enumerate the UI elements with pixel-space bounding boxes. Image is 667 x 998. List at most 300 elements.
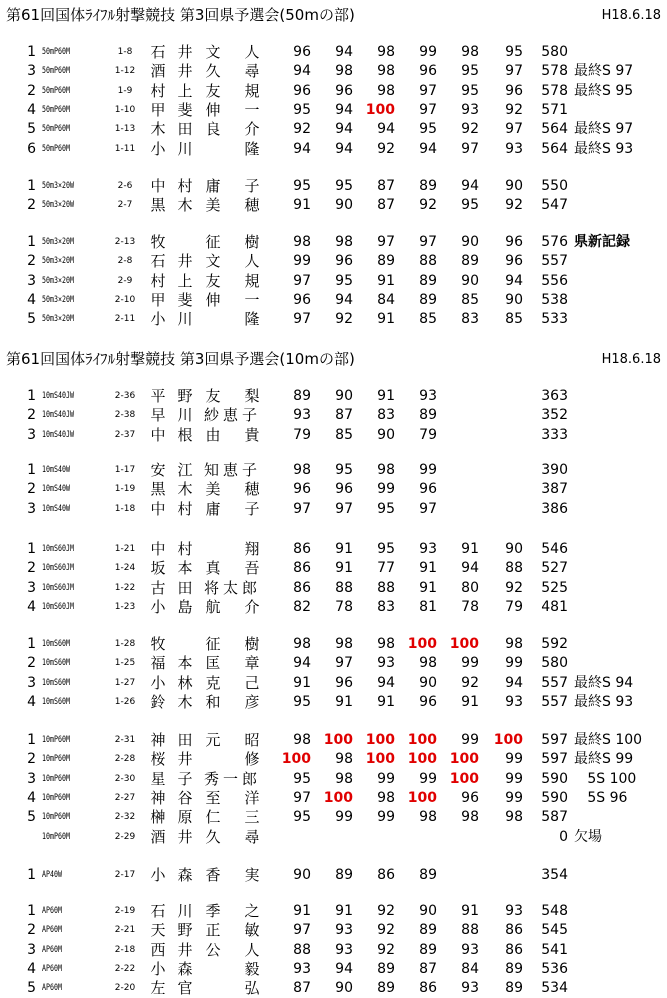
event-class: 10mP60M <box>42 792 70 803</box>
name-char: 子 <box>244 499 260 518</box>
series-score: 99 <box>377 481 395 498</box>
name-char: 匡 <box>205 654 221 673</box>
series-score: 86 <box>419 980 437 997</box>
event-class: 10mS60JM <box>42 582 74 593</box>
series-score: 80 <box>461 579 479 596</box>
bib-number: 1-25 <box>114 658 136 669</box>
series-score: 89 <box>505 960 523 977</box>
event-class: 50mP60M <box>42 143 70 154</box>
series-score: 88 <box>505 560 523 577</box>
name-char: 林 <box>177 673 193 692</box>
name-char: 友 <box>205 271 221 290</box>
series-score: 99 <box>377 770 395 787</box>
result-row <box>0 291 667 310</box>
series-score: 92 <box>505 579 523 596</box>
series-score: 94 <box>335 140 353 157</box>
name-char: 小 <box>150 597 166 616</box>
series-score: 94 <box>293 655 311 672</box>
rank: 1 <box>27 178 36 194</box>
bib-number: 1-19 <box>114 484 136 495</box>
result-row <box>0 921 667 940</box>
name-char: 田 <box>177 578 193 597</box>
series-score: 95 <box>293 178 311 194</box>
result-row <box>0 233 667 252</box>
name-char: 一 <box>244 290 260 309</box>
name-char: 和 <box>205 692 221 711</box>
bib-number: 1-24 <box>114 563 136 574</box>
result-row <box>0 789 667 808</box>
series-score: 92 <box>293 121 311 138</box>
total-score: 548 <box>541 903 568 919</box>
series-score: 91 <box>293 674 311 691</box>
total-score: 538 <box>541 291 568 308</box>
result-row <box>0 140 667 159</box>
name-char: 森 <box>177 866 193 884</box>
series-score: 95 <box>293 809 311 826</box>
series-score: 98 <box>419 655 437 672</box>
series-score: 98 <box>293 636 311 652</box>
name-char: 本 <box>177 559 193 578</box>
series-score: 88 <box>377 579 395 596</box>
series-score: 92 <box>335 311 353 328</box>
rank: 5 <box>27 121 36 138</box>
series-score: 96 <box>293 481 311 498</box>
rank: 4 <box>27 101 36 118</box>
name-char: 規 <box>244 271 260 290</box>
name-char: 正 <box>205 921 221 940</box>
rank: 2 <box>27 751 36 768</box>
series-score: 91 <box>293 903 311 919</box>
rank: 1 <box>27 234 36 250</box>
rank: 2 <box>27 82 36 99</box>
series-score: 92 <box>461 674 479 691</box>
series-score: 97 <box>461 140 479 157</box>
name-char: 本 <box>177 654 193 673</box>
name-char: 三 <box>244 808 260 827</box>
series-score: 94 <box>461 178 479 194</box>
series-score: 94 <box>335 101 353 118</box>
series-score: 94 <box>293 140 311 157</box>
series-score: 98 <box>377 44 395 60</box>
note: 5S 100 <box>574 770 637 787</box>
series-score: 83 <box>377 598 395 615</box>
series-score: 100 <box>493 732 523 748</box>
series-score: 89 <box>419 291 437 308</box>
series-score: 91 <box>335 903 353 919</box>
event-class: 10mS40W <box>42 465 70 475</box>
series-score: 87 <box>377 178 395 194</box>
bib-number: 2-31 <box>114 735 136 745</box>
total-score: 546 <box>541 541 568 557</box>
series-score: 96 <box>419 63 437 80</box>
series-score: 98 <box>377 82 395 99</box>
name-char: 中 <box>150 425 166 444</box>
result-row <box>0 461 667 480</box>
total-score: 0 <box>559 828 568 845</box>
series-score: 92 <box>377 140 395 157</box>
series-score: 100 <box>365 751 395 768</box>
series-score: 92 <box>377 941 395 958</box>
event-class: 50m3×20M <box>42 275 74 286</box>
total-score: 481 <box>541 598 568 615</box>
series-score: 99 <box>505 751 523 768</box>
name-char: 克 <box>205 673 221 692</box>
total-score: 541 <box>541 941 568 958</box>
name-char: 翔 <box>244 540 260 558</box>
total-score: 352 <box>541 407 568 424</box>
result-row <box>0 101 667 120</box>
name-char: 友 <box>205 387 221 405</box>
series-score: 87 <box>293 980 311 997</box>
series-score: 95 <box>377 541 395 557</box>
series-score: 90 <box>419 674 437 691</box>
name-char: 介 <box>244 120 260 139</box>
event-class: 10mP60M <box>42 773 70 784</box>
series-score: 87 <box>419 960 437 977</box>
name-char: 斐 <box>177 290 193 309</box>
series-score: 97 <box>419 101 437 118</box>
series-score: 77 <box>377 560 395 577</box>
total-score: 525 <box>541 579 568 596</box>
series-score: 97 <box>419 500 437 517</box>
name-char: 伸 <box>205 290 221 309</box>
bib-number: 2-30 <box>114 773 136 784</box>
result-row <box>0 559 667 578</box>
name-char: 香 <box>205 866 221 884</box>
rank: 1 <box>27 44 36 60</box>
name-char: 規 <box>244 81 260 100</box>
series-score: 93 <box>461 980 479 997</box>
name-char: 穂 <box>244 480 260 499</box>
total-score: 386 <box>541 500 568 517</box>
series-score: 98 <box>377 789 395 806</box>
rank: 3 <box>27 500 36 517</box>
series-score: 83 <box>461 311 479 328</box>
series-score: 96 <box>335 253 353 270</box>
name-char: 村 <box>150 271 166 290</box>
series-score: 99 <box>419 462 437 478</box>
rank: 2 <box>27 655 36 672</box>
total-score: 556 <box>541 272 568 289</box>
note: 最終S 100 <box>574 732 643 748</box>
bib-number: 2-22 <box>114 963 136 974</box>
rank: 6 <box>27 140 36 157</box>
event-class: 50m3×20W <box>42 200 74 211</box>
series-score: 97 <box>419 234 437 250</box>
series-score: 98 <box>335 234 353 250</box>
result-row <box>0 540 667 559</box>
series-score: 100 <box>407 636 437 652</box>
series-score: 88 <box>461 922 479 939</box>
series-score: 95 <box>461 82 479 99</box>
result-row <box>0 62 667 81</box>
name-char: 甲 <box>150 290 166 309</box>
note: 最終S 93 <box>574 140 634 157</box>
rank: 3 <box>27 426 36 443</box>
name-char: 井 <box>177 43 193 61</box>
series-score: 97 <box>505 121 523 138</box>
rank: 2 <box>27 922 36 939</box>
total-score: 533 <box>541 311 568 328</box>
result-row <box>0 979 667 998</box>
series-score: 94 <box>377 121 395 138</box>
name-char: 村 <box>177 177 193 195</box>
event-class: AP60M <box>42 983 62 994</box>
bib-number: 2-18 <box>114 944 136 955</box>
series-score: 98 <box>461 809 479 826</box>
result-row <box>0 120 667 139</box>
series-score: 99 <box>293 253 311 270</box>
result-row <box>0 635 667 654</box>
series-score: 98 <box>377 636 395 652</box>
result-row <box>0 272 667 291</box>
series-score: 85 <box>505 311 523 328</box>
bib-number: 1-10 <box>114 104 136 115</box>
rank: 2 <box>27 407 36 424</box>
series-score: 100 <box>449 751 479 768</box>
series-score: 81 <box>419 598 437 615</box>
name-char: 田 <box>177 731 193 749</box>
section-title: 第61回国体ﾗｲﾌﾙ射撃競技 第3回県予選会(10mの部) <box>6 350 355 368</box>
event-class: 50mP60M <box>42 47 70 57</box>
series-score: 95 <box>377 500 395 517</box>
name-char: 天 <box>150 921 166 940</box>
rank: 5 <box>27 311 36 328</box>
series-score: 90 <box>335 980 353 997</box>
series-score: 84 <box>377 291 395 308</box>
event-class: 10mS40W <box>42 484 70 495</box>
result-row <box>0 387 667 406</box>
name-char: 季 <box>205 902 221 920</box>
series-score: 94 <box>505 272 523 289</box>
series-score: 89 <box>505 980 523 997</box>
series-score: 97 <box>293 500 311 517</box>
event-class: 10mS60M <box>42 696 70 707</box>
bib-number: 1-11 <box>114 143 136 154</box>
result-row <box>0 177 667 196</box>
name-char: 中 <box>150 177 166 195</box>
name-char: 平 <box>150 387 166 405</box>
series-score: 98 <box>461 44 479 60</box>
series-score: 90 <box>505 541 523 557</box>
series-score: 91 <box>335 541 353 557</box>
name-char: 美 <box>205 196 221 215</box>
event-class: 50m3×20W <box>42 181 74 191</box>
name-char: 古 <box>150 578 166 597</box>
series-score: 95 <box>461 197 479 214</box>
series-score: 88 <box>293 941 311 958</box>
bib-number: 2-6 <box>117 181 133 191</box>
event-class: 50m3×20M <box>42 237 74 247</box>
series-score: 96 <box>335 674 353 691</box>
series-score: 92 <box>377 903 395 919</box>
name-char: 小 <box>150 310 166 329</box>
name-char: 根 <box>177 425 193 444</box>
series-score: 89 <box>419 867 437 883</box>
series-score: 90 <box>377 426 395 443</box>
total-score: 547 <box>541 197 568 214</box>
note: 最終S 94 <box>574 674 634 691</box>
series-score: 99 <box>505 770 523 787</box>
series-score: 93 <box>505 140 523 157</box>
series-score: 92 <box>461 121 479 138</box>
series-score: 93 <box>335 922 353 939</box>
name-char: 村 <box>177 540 193 558</box>
series-score: 96 <box>505 82 523 99</box>
name-char: 征 <box>205 233 221 251</box>
series-score: 88 <box>419 253 437 270</box>
note: 5S 96 <box>574 789 628 806</box>
series-score: 99 <box>461 655 479 672</box>
bib-number: 2-9 <box>117 275 133 286</box>
event-class: 10mP60M <box>42 754 70 765</box>
series-score: 94 <box>335 291 353 308</box>
series-score: 91 <box>377 311 395 328</box>
name-char: 黒 <box>150 480 166 499</box>
bib-number: 2-29 <box>114 831 136 842</box>
series-score: 95 <box>293 693 311 710</box>
series-score: 87 <box>335 407 353 424</box>
total-score: 578 <box>541 82 568 99</box>
series-score: 99 <box>505 655 523 672</box>
series-score: 91 <box>461 693 479 710</box>
bib-number: 1-8 <box>117 47 133 57</box>
name-char: 中 <box>150 540 166 558</box>
bib-number: 2-8 <box>117 256 133 267</box>
name-char: 樹 <box>244 233 260 251</box>
result-row <box>0 82 667 101</box>
name-char: 尋 <box>244 62 260 81</box>
rank: 1 <box>27 732 36 748</box>
rank: 3 <box>27 941 36 958</box>
name-char: 梨 <box>244 387 260 405</box>
series-score: 89 <box>419 272 437 289</box>
series-score: 91 <box>335 693 353 710</box>
bib-number: 1-27 <box>114 677 136 688</box>
total-score: 527 <box>541 560 568 577</box>
name-char: 公 <box>205 940 221 959</box>
series-score: 89 <box>419 922 437 939</box>
series-score: 97 <box>293 311 311 328</box>
name-char: 人 <box>244 43 260 61</box>
series-score: 90 <box>461 234 479 250</box>
series-score: 89 <box>377 960 395 977</box>
rank: 1 <box>27 462 36 478</box>
name-char: 人 <box>244 252 260 271</box>
result-row <box>0 808 667 827</box>
series-score: 88 <box>335 579 353 596</box>
event-class: 50m3×20M <box>42 314 74 325</box>
name-char: 木 <box>177 196 193 215</box>
name-char: 小 <box>150 959 166 978</box>
series-score: 97 <box>293 789 311 806</box>
name-char: 牧 <box>150 233 166 251</box>
series-score: 93 <box>505 693 523 710</box>
series-score: 90 <box>419 903 437 919</box>
series-score: 97 <box>335 655 353 672</box>
series-score: 98 <box>335 63 353 80</box>
name-char: 安 <box>150 461 166 479</box>
name-char: 秀一郎 <box>204 769 262 788</box>
series-score: 97 <box>335 500 353 517</box>
name-char: 中 <box>150 499 166 518</box>
event-class: AP40W <box>42 870 62 880</box>
name-char: 紗恵子 <box>204 406 262 425</box>
section-title: 第61回国体ﾗｲﾌﾙ射撃競技 第3回県予選会(50mの部) <box>6 6 355 24</box>
name-char: 修 <box>244 750 260 769</box>
total-score: 390 <box>541 462 568 478</box>
rank: 4 <box>27 693 36 710</box>
name-char: 官 <box>177 979 193 998</box>
total-score: 387 <box>541 481 568 498</box>
name-char: 庸 <box>205 499 221 518</box>
bib-number: 1-12 <box>114 66 136 77</box>
series-score: 100 <box>407 732 437 748</box>
name-char: 井 <box>177 750 193 769</box>
rank: 4 <box>27 291 36 308</box>
rank: 3 <box>27 579 36 596</box>
series-score: 92 <box>505 101 523 118</box>
result-row <box>0 500 667 519</box>
series-score: 100 <box>365 101 395 118</box>
series-score: 98 <box>293 732 311 748</box>
series-score: 93 <box>293 960 311 977</box>
bib-number: 2-19 <box>114 906 136 916</box>
series-score: 82 <box>293 598 311 615</box>
note: 最終S 95 <box>574 82 634 99</box>
series-score: 91 <box>377 693 395 710</box>
name-char: 由 <box>205 425 221 444</box>
series-score: 91 <box>461 541 479 557</box>
series-score: 94 <box>335 960 353 977</box>
result-row <box>0 426 667 445</box>
name-char: 介 <box>244 597 260 616</box>
name-char: 石 <box>150 252 166 271</box>
name-char: 毅 <box>244 959 260 978</box>
series-score: 99 <box>505 789 523 806</box>
series-score: 99 <box>419 770 437 787</box>
name-char: 木 <box>177 480 193 499</box>
event-class: 10mS60M <box>42 677 70 688</box>
name-char: 左 <box>150 979 166 998</box>
series-score: 92 <box>505 197 523 214</box>
result-row <box>0 480 667 499</box>
total-score: 571 <box>541 101 568 118</box>
name-char: 久 <box>205 62 221 81</box>
name-char: 川 <box>177 902 193 920</box>
name-char: 原 <box>177 808 193 827</box>
name-char: 之 <box>244 902 260 920</box>
series-score: 100 <box>323 732 353 748</box>
series-score: 86 <box>505 922 523 939</box>
series-score: 100 <box>281 751 311 768</box>
series-score: 93 <box>419 541 437 557</box>
name-char: 弘 <box>244 979 260 998</box>
name-char: 彦 <box>244 692 260 711</box>
name-char: 子 <box>244 177 260 195</box>
bib-number: 2-13 <box>114 237 136 247</box>
series-score: 94 <box>335 121 353 138</box>
series-score: 89 <box>335 867 353 883</box>
bib-number: 2-27 <box>114 792 136 803</box>
name-char: 一 <box>244 100 260 119</box>
name-char: 上 <box>177 271 193 290</box>
rank: 1 <box>27 636 36 652</box>
series-score: 83 <box>377 407 395 424</box>
result-row <box>0 902 667 921</box>
name-char: 野 <box>177 387 193 405</box>
name-char: 星 <box>150 769 166 788</box>
